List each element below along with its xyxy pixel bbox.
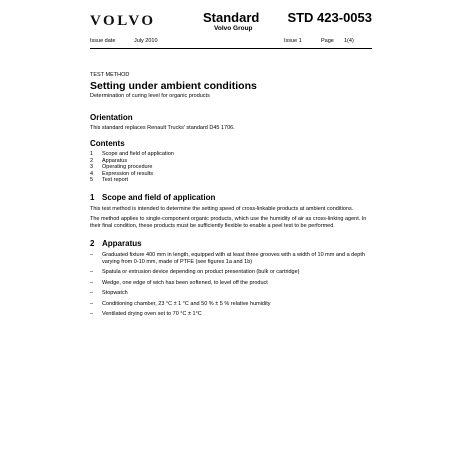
document-title: Setting under ambient conditions [90, 80, 257, 92]
list-item: – Graduated fixture 400 mm in length, equipped with at least three grooves with a width of 10 mm and a depth varying from 0-10 mm, made of PTFE (see figures 1a and 1b) [90, 251, 365, 265]
orientation-text: This standard replaces Renault Trucks' standard D45 1706. [90, 125, 235, 131]
section-1-paragraph: This test method is intended to determine the setting speed of cross-linkable products at ambient conditions. [90, 205, 354, 212]
contents-item: 5 Test report [90, 177, 128, 184]
issue-number: Issue 1 [284, 38, 302, 44]
issue-meta-row [90, 38, 372, 48]
contents-item: 1 Scope and field of application [90, 151, 174, 157]
header-divider [90, 48, 372, 49]
contents-item: 2 Apparatus [90, 157, 128, 164]
contents-heading: Contents [90, 139, 125, 148]
section-2-heading: 2 Apparatus [90, 238, 142, 248]
method-label: TEST METHOD [90, 72, 130, 78]
organization-name: Volvo Group [214, 25, 253, 32]
contents-list [90, 151, 372, 184]
page-value: 1(4) [344, 38, 354, 44]
contents-item: 4 Expression of results [90, 170, 154, 177]
dash-bullet: – [90, 279, 94, 286]
document-header [90, 10, 372, 32]
issue-date-label: Issue date [90, 38, 116, 44]
document-body [90, 72, 372, 321]
document-type: Standard [203, 10, 260, 25]
dash-bullet: – [90, 290, 94, 297]
apparatus-list [90, 252, 372, 318]
section-1-paragraph: The method applies to single-component organic products, which use the humidity of air as cross-linking agent. In their final condition, these products must be sufficiently flexible to enable a peel test to be performed. [90, 215, 367, 229]
dash-bullet: – [90, 251, 94, 258]
orientation-heading: Orientation [90, 113, 133, 122]
list-item: – Conditioning chamber, 23 °C ± 1 °C and 50 % ± 5 % relative humidity [90, 300, 271, 307]
list-item: – Wedge, one edge of wich has been softened, to level off the product [90, 279, 268, 286]
contents-item: 3 Operating procedure [90, 164, 153, 171]
dash-bullet: – [90, 310, 94, 317]
dash-bullet: – [90, 300, 94, 307]
issue-date-value: July 2010 [134, 38, 158, 44]
volvo-logo: VOLVO [90, 13, 156, 29]
dash-bullet: – [90, 269, 94, 276]
section-1-heading: 1 Scope and field of application [90, 192, 216, 202]
page-label: Page [321, 38, 334, 44]
standard-number: STD 423-0053 [287, 10, 372, 25]
document-subtitle: Determination of curing level for organic products [90, 93, 210, 99]
list-item: – Spatula or extrusion device depending on product presentation (bulk or cartridge) [90, 269, 300, 276]
list-item: – Ventilated drying oven set to 70 °C ± 1°C [90, 310, 202, 317]
list-item: – Stopwatch [90, 290, 128, 297]
